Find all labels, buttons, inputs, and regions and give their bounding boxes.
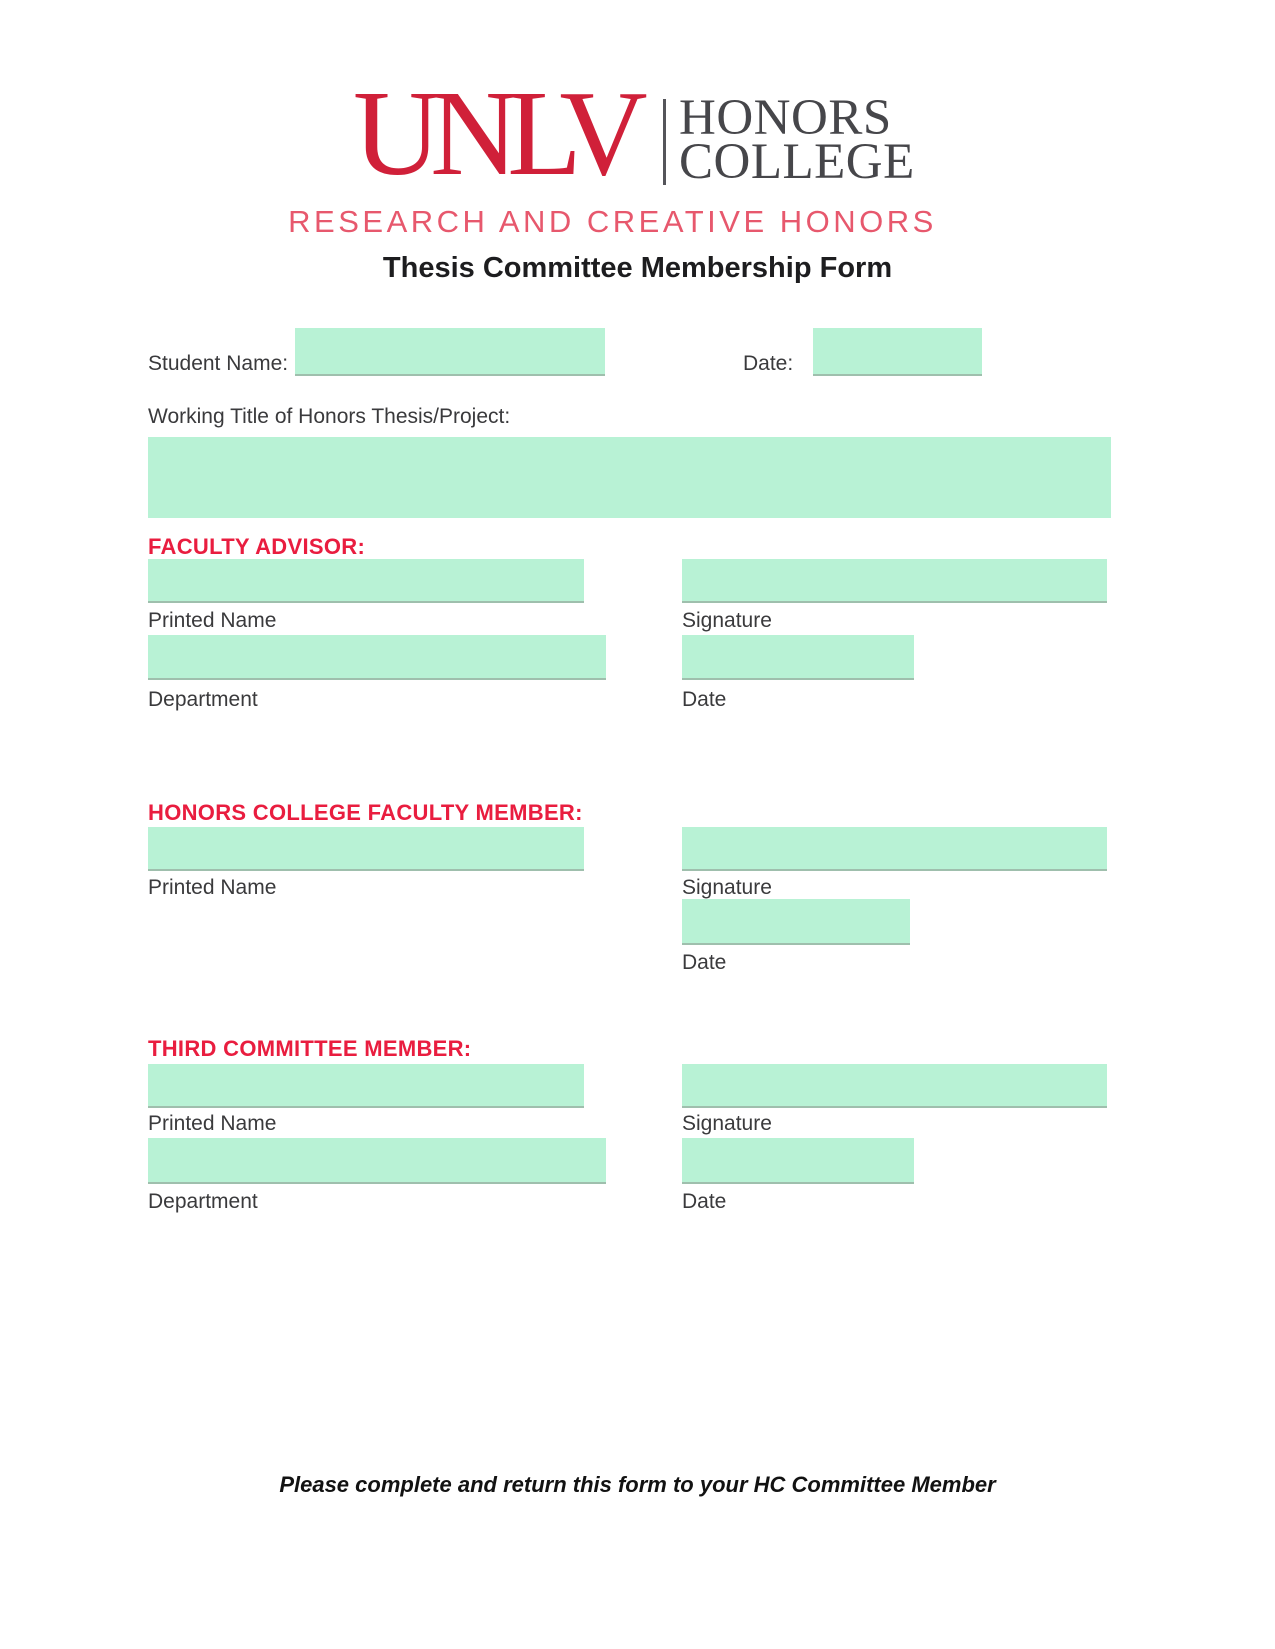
- hc-member-section-heading: HONORS COLLEGE FACULTY MEMBER:: [148, 800, 583, 825]
- program-subtitle: RESEARCH AND CREATIVE HONORS: [288, 204, 937, 239]
- student-date-input[interactable]: [813, 328, 982, 376]
- honors-college-wordmark: [679, 90, 915, 190]
- student-name-input[interactable]: [295, 328, 605, 376]
- advisor-signature-input[interactable]: [682, 559, 1107, 603]
- hc-member-date-label: Date: [682, 951, 727, 974]
- advisor-date-label: Date: [682, 688, 727, 711]
- honors-college-line1: HONORS: [679, 90, 892, 146]
- third-member-date-label: Date: [682, 1190, 727, 1213]
- third-member-section-heading: THIRD COMMITTEE MEMBER:: [148, 1036, 472, 1061]
- third-member-signature-label: Signature: [682, 1112, 772, 1135]
- third-member-department-input[interactable]: [148, 1138, 606, 1184]
- third-member-printed-name-label: Printed Name: [148, 1112, 277, 1135]
- student-date-label: Date:: [743, 352, 794, 375]
- third-member-date-input[interactable]: [682, 1138, 914, 1184]
- advisor-printed-name-label: Printed Name: [148, 609, 277, 632]
- working-title-input[interactable]: [148, 437, 1111, 518]
- logo-divider: [663, 99, 666, 185]
- advisor-department-input[interactable]: [148, 635, 606, 680]
- advisor-signature-label: Signature: [682, 609, 772, 632]
- honors-college-line2: COLLEGE: [679, 134, 915, 190]
- unlv-logo-text: UNLV: [353, 66, 637, 201]
- hc-member-date-input[interactable]: [682, 899, 910, 945]
- hc-member-signature-label: Signature: [682, 876, 772, 899]
- hc-member-signature-input[interactable]: [682, 827, 1107, 871]
- third-member-printed-name-input[interactable]: [148, 1064, 584, 1108]
- form-title: Thesis Committee Membership Form: [382, 252, 893, 284]
- footer-note: Please complete and return this form to your HC Committee Member: [279, 1472, 996, 1497]
- advisor-section-heading: FACULTY ADVISOR:: [148, 534, 366, 559]
- advisor-date-input[interactable]: [682, 635, 914, 680]
- hc-member-printed-name-input[interactable]: [148, 827, 584, 871]
- third-member-department-label: Department: [148, 1190, 258, 1213]
- advisor-department-label: Department: [148, 688, 258, 711]
- hc-member-printed-name-label: Printed Name: [148, 876, 277, 899]
- student-name-label: Student Name:: [148, 352, 289, 375]
- third-member-signature-input[interactable]: [682, 1064, 1107, 1108]
- advisor-printed-name-input[interactable]: [148, 559, 584, 603]
- working-title-label: Working Title of Honors Thesis/Project:: [148, 405, 511, 428]
